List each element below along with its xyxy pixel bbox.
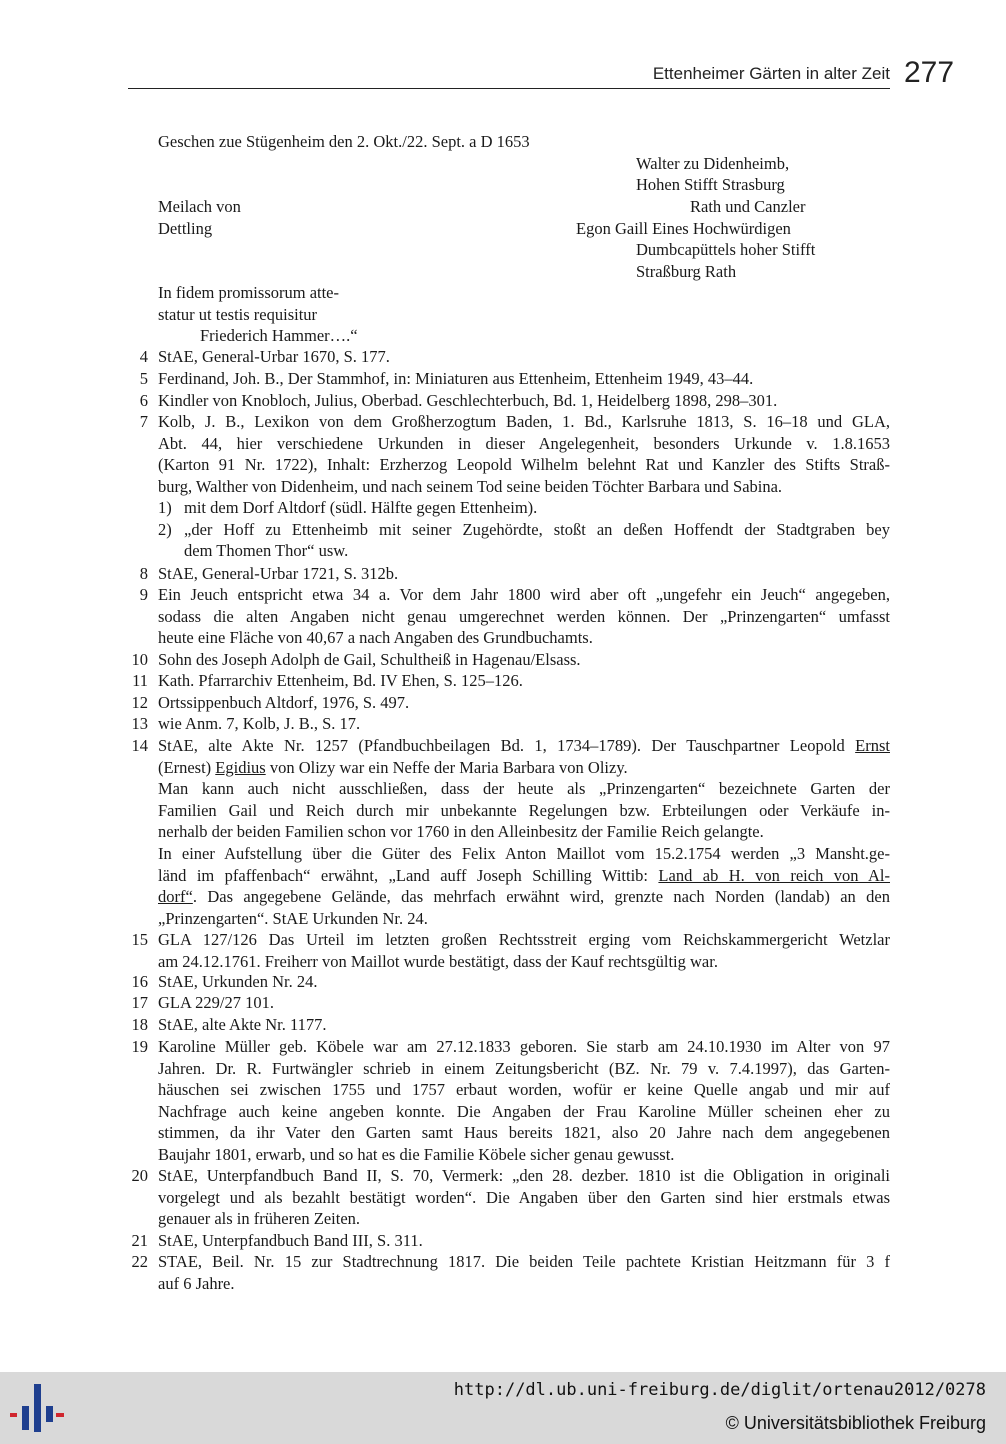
note-number: 5	[139, 369, 148, 388]
note-13	[158, 713, 890, 735]
signature-meilach-line: Meilach von	[158, 197, 241, 216]
note-22	[158, 1251, 890, 1294]
note-number: 17	[131, 993, 148, 1012]
note-10	[158, 649, 890, 671]
note-4	[158, 346, 890, 368]
note-number: 7	[139, 412, 148, 431]
note-number: 19	[131, 1037, 148, 1056]
signature-walter-line: Walter zu Didenheimb,	[636, 154, 790, 173]
signature-egon-line: Egon Gaill Eines Hochwürdigen	[576, 219, 791, 238]
letter-date-line: Geschen zue Stügenheim den 2. Okt./22. Sept. a D 1653	[158, 132, 530, 151]
note-12	[158, 692, 890, 714]
header-rule	[128, 88, 890, 89]
copyright-notice: © Universitätsbibliothek Freiburg	[725, 1413, 986, 1433]
note-line: Ferdinand, Joh. B., Der Stammhof, in: Miniaturen aus Ettenheim, Ettenheim 1949, 43–44.	[158, 369, 754, 388]
note-line: GLA 127/126 Das Urteil im letzten großen Rechtsstreit erging vom Reichskammergericht Wetzlar	[158, 930, 890, 949]
note-9	[158, 584, 890, 649]
note-number: 14	[131, 736, 148, 755]
note-line: Kath. Pfarrarchiv Ettenheim, Bd. IV Ehen, S. 125–126.	[158, 671, 523, 690]
note-line: STAE, Beil. Nr. 15 zur Stadtrechnung 1817. Die beiden Teile pachtete Kristian Heitzmann für 3 f	[158, 1252, 890, 1271]
note-number: 10	[131, 650, 148, 669]
note-line: (Karton 91 Nr. 1722), Inhalt: Erzherzog Leopold Wilhelm belehnt Rat und Kanzler des Stifts Straß-	[158, 455, 890, 475]
underlined-text: Land ab H. von reich von Al-	[658, 865, 890, 885]
note-18	[158, 1014, 890, 1036]
note-line: auf 6 Jahre.	[158, 1273, 235, 1293]
note-line: StAE, Urkunden Nr. 24.	[158, 972, 318, 991]
sub-item-label: 2)	[158, 519, 172, 539]
note-line: Familien Gail und Reich durch mir unbekannte Regelungen bzw. Erbteilungen oder Verkäufe in-	[158, 800, 890, 820]
note-line	[158, 735, 890, 757]
note-6	[158, 390, 890, 412]
note-line: Karoline Müller geb. Köbele war am 27.12.1833 geboren. Sie starb am 24.10.1930 im Alter von 97	[158, 1037, 890, 1056]
note-line: StAE, alte Akte Nr. 1177.	[158, 1015, 327, 1034]
note-number: 21	[131, 1231, 148, 1250]
note-number: 20	[131, 1166, 148, 1185]
letter-closing-line: Friederich Hammer….“	[200, 326, 358, 345]
note-number: 11	[132, 671, 148, 690]
note-line: „der Hoff zu Ettenheimb mit seiner Zugehördte, stoßt an deßen Hoffendt der Stadtgraben bey	[184, 519, 890, 539]
note-number: 22	[131, 1252, 148, 1271]
note-line: „Prinzengarten“. StAE Urkunden Nr. 24.	[158, 908, 428, 928]
note-line: Abt. 44, hier verschiedene Urkunden in dieser Angelegenheit, besonders Urkunde v. 1.8.1653	[158, 433, 890, 453]
signature-walter-line: Hohen Stifft Strasburg	[636, 175, 785, 194]
note-19	[158, 1036, 890, 1166]
source-url-link[interactable]: http://dl.ub.uni-freiburg.de/diglit/ortenau2012/0278	[453, 1380, 986, 1400]
note-21	[158, 1230, 890, 1252]
sub-item-label: 1)	[158, 498, 172, 517]
note-text: (Ernest)	[158, 757, 216, 777]
note-line: Sohn des Joseph Adolph de Gail, Schultheiß in Hagenau/Elsass.	[158, 650, 581, 669]
note-text: StAE, alte Akte Nr. 1257 (Pfandbuchbeilagen Bd. 1, 1734–1789). Der Tauschpartner Leopold	[158, 736, 856, 755]
note-number: 12	[131, 693, 148, 712]
note-number: 6	[139, 391, 148, 410]
page-number: 277	[904, 56, 955, 89]
note-line: genauer als in früheren Zeiten.	[158, 1209, 361, 1229]
note-line: burg, Walther von Didenheim, und nach seinem Tod seine beiden Töchter Barbara und Sabina.	[158, 476, 783, 496]
note-14	[158, 735, 890, 929]
note-number: 4	[139, 347, 148, 366]
note-number: 13	[131, 714, 148, 733]
letter-closing-line: In fidem promissorum atte-	[158, 283, 340, 302]
note-20	[158, 1165, 890, 1230]
note-line: Kindler von Knobloch, Julius, Oberbad. Geschlechterbuch, Bd. 1, Heidelberg 1898, 298–301.	[158, 391, 778, 410]
note-line: häuschen sei zwischen 1755 und 1757 erbaut worden, wofür er keine Quelle angab und mir auf	[158, 1080, 890, 1100]
note-16	[158, 971, 890, 993]
note-line: Ein Jeuch entspricht etwa 34 a. Vor dem Jahr 1800 wird aber oft „ungefehr ein Jeuch“ angegeben,	[158, 585, 890, 604]
note-line: Nachfrage auch keine angeben konnte. Die Angaben der Frau Karoline Müller scheinen eher zu	[158, 1101, 890, 1121]
note-line: am 24.12.1761. Freiherr von Maillot wurde bestätigt, dass der Kauf rechtsgültig war.	[158, 951, 718, 971]
note-line: nerhalb der beiden Familien schon vor 1760 in den Alleinbesitz der Familie Reich gelangte.	[158, 822, 764, 842]
underlined-text: dorf“	[158, 887, 193, 907]
note-number: 15	[131, 930, 148, 949]
signature-meilach-line: Dettling	[158, 219, 213, 238]
signature-walter-line: Rath und Canzler	[690, 197, 806, 216]
note-line: mit dem Dorf Altdorf (südl. Hälfte gegen Ettenheim).	[184, 498, 538, 517]
note-7-sub-item	[184, 497, 890, 519]
note-line: vorgelegt und als bezahlt bestätigt worden“. Die Angaben über den Garten sind hier erstmals etwas	[158, 1187, 890, 1207]
running-header-title: Ettenheimer Gärten in alter Zeit	[652, 64, 890, 83]
note-number: 18	[131, 1015, 148, 1034]
note-line: heute eine Fläche von 40,67 a nach Angaben des Grundbuchamts.	[158, 628, 593, 648]
signature-egon-line: Dumbcapüttels hoher Stifft	[636, 240, 816, 259]
note-number: 8	[139, 564, 148, 583]
note-text: von Olizy war ein Neffe der Maria Barbara von Olizy.	[265, 757, 628, 777]
note-line: StAE, General-Urbar 1670, S. 177.	[158, 347, 390, 366]
note-line	[158, 865, 890, 887]
note-line: StAE, General-Urbar 1721, S. 312b.	[158, 564, 399, 583]
note-line: stimmen, da ihr Vater den Garten samt Haus bereits 1821, also 20 Jahre nach dem angegebenen	[158, 1123, 890, 1143]
note-7-sub-item	[184, 519, 890, 562]
note-line: sodass die alten Angaben nicht genau umgerechnet werden können. Der „Prinzengarten“ umfasst	[158, 606, 890, 626]
note-line: In einer Aufstellung über die Güter des Felix Anton Maillot vom 15.2.1754 werden „3 Mansht.ge-	[158, 843, 890, 863]
signature-egon-line: Straßburg Rath	[636, 262, 737, 281]
letter-closing-line: statur ut testis requisitur	[158, 305, 318, 324]
note-text: länd im pfaffenbach“ erwähnt, „Land auff Joseph Schilling Wittib:	[158, 865, 659, 885]
note-number: 9	[139, 585, 148, 604]
note-line: Baujahr 1801, erwarb, und so hat es die Familie Köbele sicher genau gewusst.	[158, 1144, 675, 1164]
note-line: dem Thomen Thor“ usw.	[184, 541, 349, 561]
note-17	[158, 992, 890, 1014]
note-15	[158, 929, 890, 972]
note-text: . Das angegebene Gelände, das mehrfach erwähnt wird, grenzte nach Norden (landab) an den	[192, 887, 890, 907]
note-line: GLA 229/27 101.	[158, 993, 274, 1012]
note-line: Kolb, J. B., Lexikon von dem Großherzogtum Baden, 1. Bd., Karlsruhe 1813, S. 16–18 und GLA,	[158, 412, 890, 431]
note-line	[158, 886, 890, 908]
note-8	[158, 563, 890, 585]
note-line: Man kann auch nicht ausschließen, dass der heute als „Prinzengarten“ bezeichnete Garten der	[158, 779, 890, 799]
note-line: wie Anm. 7, Kolb, J. B., S. 17.	[158, 714, 361, 733]
note-11	[158, 670, 890, 692]
note-line	[158, 757, 890, 779]
note-line: Jahren. Dr. R. Furtwängler schrieb in einem Zeitungsbericht (BZ. Nr. 79 v. 7.4.1997), das Garten-	[158, 1058, 890, 1078]
note-5	[158, 368, 890, 390]
note-line: StAE, Unterpfandbuch Band II, S. 70, Vermerk: „den 28. dezber. 1810 ist die Obligation in originali	[158, 1166, 890, 1185]
note-7	[158, 411, 890, 497]
note-line: StAE, Unterpfandbuch Band III, S. 311.	[158, 1231, 423, 1250]
note-number: 16	[131, 972, 148, 991]
underlined-name: Ernst	[855, 736, 890, 755]
ub-freiburg-logo-icon	[10, 1382, 66, 1434]
note-line: Ortssippenbuch Altdorf, 1976, S. 497.	[158, 693, 410, 712]
underlined-name: Egidius	[215, 757, 266, 777]
